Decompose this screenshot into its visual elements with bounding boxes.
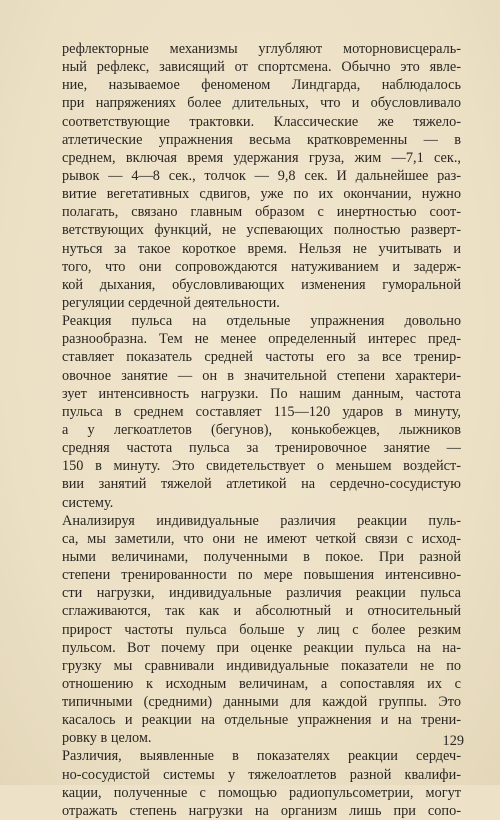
text-line: среднем, включая время удержания груза, жим —7,1 сек.,: [62, 149, 461, 166]
text-line: ный рефлекс, зависящий от спортсмена. Обычно это явле-: [62, 59, 461, 76]
text-line: ными величинами, полученными в покое. При разной: [62, 548, 461, 565]
text-line: прирост частоты пульса больше у лиц с более резким: [62, 621, 461, 638]
text-line: сти нагрузки, индивидуальные различия реакции пульса: [62, 585, 461, 602]
text-line: а у легкоатлетов (бегунов), конькобежцев, лыжников: [62, 421, 461, 438]
text-line: вии занятий тяжелой атлетикой на сердечно-сосудистую: [62, 476, 461, 493]
text-line: отражать степень нагрузки на организм лишь при сопо-: [62, 802, 461, 819]
text-line: типичными (средними) данными для каждой группы. Это: [62, 694, 461, 711]
text-line: нуться за такое короткое время. Нельзя не учитывать и: [62, 240, 461, 257]
text-line: отношению к исходным величинам, а сопоставляя их с: [62, 675, 461, 692]
text-line: касалось и реакции на отдельные упражнения и на трени-: [62, 712, 461, 729]
text-line: витие вегетативных сдвигов, уже по их окончании, нужно: [62, 186, 461, 203]
text-line: сглаживаются, так как и абсолютный и относительный: [62, 603, 461, 620]
body-text: [62, 40, 461, 820]
text-line: ветствующих функций, не успевающих полностью разверт-: [62, 222, 461, 239]
text-line: ровку в целом.: [62, 730, 152, 747]
text-line: но-сосудистой системы у тяжелоатлетов разной квалифи-: [62, 766, 461, 783]
text-line: ние, называемое феноменом Линдгарда, наблюдалось: [62, 77, 461, 94]
text-line: овочное занятие — он в значительной степени характери-: [62, 367, 461, 384]
text-line: рефлекторные механизмы углубляют моторновисцераль-: [62, 41, 461, 57]
text-line: кой дыхания, обусловливающих изменения гуморальной: [62, 276, 461, 293]
text-line: средняя частота пульса за тренировочное занятие —: [62, 440, 461, 457]
text-line: соответствующие трактовки. Классические же тяжело-: [62, 113, 461, 130]
text-line: кации, полученные с помощью радиопульсометрии, могут: [62, 784, 461, 801]
text-line: пульса в среднем составляет 115—120 ударов в минуту,: [62, 403, 461, 420]
text-line: систему.: [62, 494, 114, 511]
text-line: полагать, связано главным образом с инертностью соот-: [62, 204, 461, 221]
text-line: грузку мы сравнивали индивидуальные показатели не по: [62, 657, 461, 674]
text-line: са, мы заметили, что они не имеют четкой связи с исход-: [62, 530, 461, 547]
text-line: Различия, выявленные в показателях реакции сердеч-: [62, 748, 461, 765]
text-line: степени тренированности по мере повышения интенсивно-: [62, 567, 461, 584]
text-line: пульсом. Вот почему при оценке реакции пульса на на-: [62, 639, 461, 656]
text-line: атлетические упражнения весьма кратковременны — в: [62, 131, 461, 148]
text-line: Анализируя индивидуальные различия реакции пуль-: [62, 512, 461, 529]
text-line: разнообразна. Тем не менее определенный интерес пред-: [62, 331, 461, 348]
text-line: 150 в минуту. Это свидетельствует о меньшем воздейст-: [62, 458, 461, 475]
page-number: 129: [442, 733, 464, 749]
text-line: ставляет показатель средней частоты его за все тренир-: [62, 349, 461, 366]
text-line: рывок — 4—8 сек., толчок — 9,8 сек. И дальнейшее раз-: [62, 167, 461, 184]
text-line: Реакция пульса на отдельные упражнения довольно: [62, 313, 461, 330]
text-line: регуляции сердечной деятельности.: [62, 294, 280, 311]
text-line: зует интенсивность нагрузки. По нашим данным, частота: [62, 385, 461, 402]
text-line: того, что они сопровождаются натуживанием и задерж-: [62, 258, 461, 275]
text-line: при напряжениях более длительных, что и обусловливало: [62, 95, 461, 112]
